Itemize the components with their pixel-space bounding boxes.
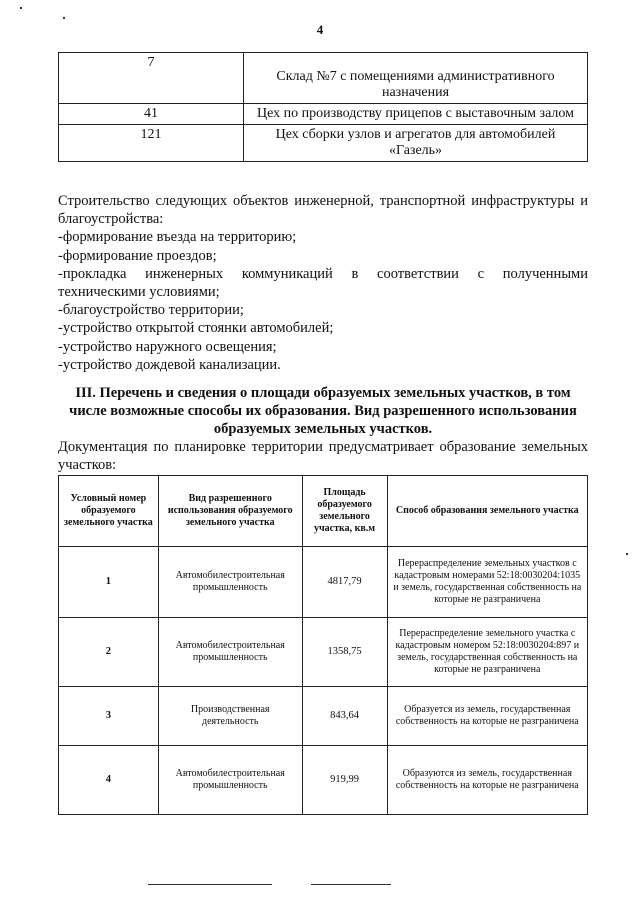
list-item: -устройство дождевой канализации. bbox=[58, 356, 281, 373]
object-number: 121 bbox=[59, 125, 244, 162]
parcel-area: 1358,75 bbox=[302, 618, 387, 687]
list-item: -прокладка инженерных коммуникаций в соответствии с полученными техническими условиями; bbox=[58, 265, 588, 301]
list-item: -устройство наружного освещения; bbox=[58, 338, 277, 355]
parcel-method: Образуется из земель, государственная собственность на которые не разграничена bbox=[387, 687, 587, 746]
section-intro: Документация по планировке территории предусматривает образование земельных участков: bbox=[58, 439, 588, 473]
section-heading: III. Перечень и сведения о площади образуемых земельных участков, в том числе возможные способы их образования. Вид разрешенного использования образуемых земельных участков. bbox=[69, 385, 577, 437]
scan-speck bbox=[63, 17, 65, 19]
list-item: -формирование проездов; bbox=[58, 247, 217, 264]
parcel-number: 1 bbox=[59, 547, 159, 618]
signature-line bbox=[311, 884, 391, 885]
parcel-area: 4817,79 bbox=[302, 547, 387, 618]
object-name: Склад №7 с помещениями административного назначения bbox=[244, 53, 588, 104]
object-name: Цех по производству прицепов с выставочным залом bbox=[244, 104, 588, 125]
parcel-number: 3 bbox=[59, 687, 159, 746]
column-header: Вид разрешенного использования образуемого земельного участка bbox=[158, 476, 302, 547]
table-row bbox=[59, 104, 588, 125]
column-header: Условный номер образуемого земельного участка bbox=[59, 476, 159, 547]
table-row bbox=[59, 547, 588, 618]
page-number: 4 bbox=[316, 22, 324, 37]
scan-speck bbox=[20, 7, 22, 9]
scan-speck bbox=[626, 553, 628, 555]
object-number: 7 bbox=[59, 53, 244, 104]
table-row bbox=[59, 53, 588, 104]
list-item: -устройство открытой стоянки автомобилей; bbox=[58, 320, 334, 337]
parcel-use: Автомобилестроительная промышленность bbox=[158, 746, 302, 815]
construction-intro: Строительство следующих объектов инженерной, транспортной инфраструктуры и благоустройства: bbox=[58, 193, 588, 228]
parcel-area: 843,64 bbox=[302, 687, 387, 746]
parcel-method: Перераспределение земельных участков с кадастровым номерами 52:18:0030204:1035 и земель, государственная собственность на которые не разграничена bbox=[387, 547, 587, 618]
signature-line bbox=[148, 884, 272, 885]
parcel-method: Перераспределение земельного участка с кадастровым номером 52:18:0030204:897 и земель, государственная собственность на которые не разграничена bbox=[387, 618, 587, 687]
list-item: -благоустройство территории; bbox=[58, 302, 244, 319]
table-row bbox=[59, 687, 588, 746]
table-row bbox=[59, 746, 588, 815]
parcel-number: 4 bbox=[59, 746, 159, 815]
list-item: -формирование въезда на территорию; bbox=[58, 229, 297, 246]
object-name: Цех сборки узлов и агрегатов для автомобилей «Газель» bbox=[244, 125, 588, 162]
parcel-area: 919,99 bbox=[302, 746, 387, 815]
construction-list bbox=[58, 192, 588, 374]
objects-table bbox=[58, 52, 588, 162]
table-header-row bbox=[59, 476, 588, 547]
parcel-use: Автомобилестроительная промышленность bbox=[158, 547, 302, 618]
column-header: Способ образования земельного участка bbox=[387, 476, 587, 547]
table-row bbox=[59, 618, 588, 687]
object-number: 41 bbox=[59, 104, 244, 125]
parcels-table bbox=[58, 475, 588, 815]
parcel-method: Образуются из земель, государственная собственность на которые не разграничена bbox=[387, 746, 587, 815]
parcel-number: 2 bbox=[59, 618, 159, 687]
parcel-use: Производственная деятельность bbox=[158, 687, 302, 746]
parcel-use: Автомобилестроительная промышленность bbox=[158, 618, 302, 687]
table-row bbox=[59, 125, 588, 162]
column-header: Площадь образуемого земельного участка, кв.м bbox=[302, 476, 387, 547]
